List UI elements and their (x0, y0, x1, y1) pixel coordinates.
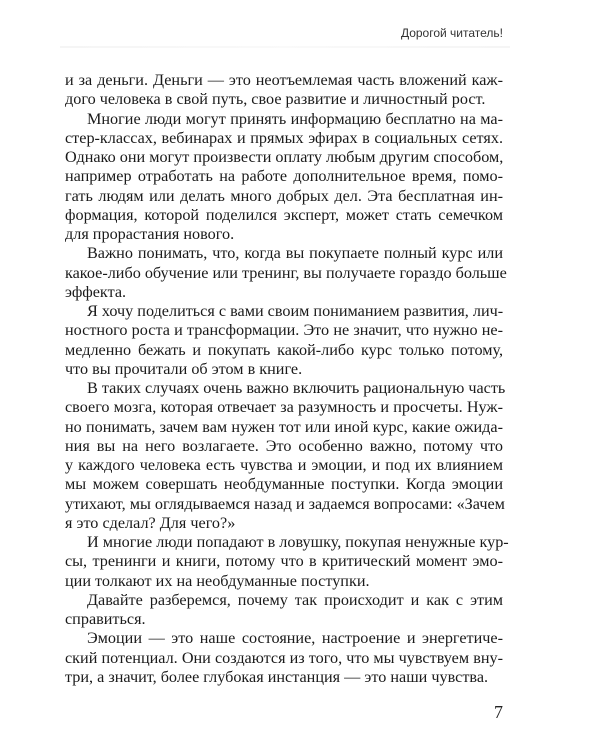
text-line: Однако они могут произвести оплату любым другим способом, (65, 148, 504, 166)
body-text (65, 71, 509, 687)
paragraph (65, 629, 503, 687)
text-line: И многие люди попадают в ловушку, покупая ненужные кур- (87, 533, 509, 551)
text-line: что вы прочитали об этом в книге. (65, 359, 303, 378)
paragraph (65, 244, 507, 302)
text-line: ции толкают их на необдуманные поступки. (65, 571, 370, 590)
show-through-text (60, 46, 510, 48)
text-line: мы можем совершать необдуманные поступки. Когда эмоции (65, 475, 503, 494)
text-line: но понимать, зачем вам нужен тот или иной курс, какие ожида- (65, 417, 503, 436)
text-line: и за деньги. Деньги — это неотъемлемая часть вложений каж- (65, 71, 503, 89)
paragraph (65, 533, 509, 591)
text-line: ский потенциал. Они создаются из того, что мы чувствуем вну- (65, 648, 503, 667)
page-number: 7 (494, 702, 503, 722)
text-line: Эмоции — это наше состояние, настроение и энергетиче- (87, 629, 503, 648)
text-line: медленно бежать и покупать какой-либо курс только потому, (65, 340, 503, 359)
text-line: справиться. (65, 610, 146, 628)
paragraph (65, 591, 503, 630)
text-line: дого человека в свой путь, свое развитие и личностный рост. (65, 90, 486, 109)
paragraph (65, 379, 506, 533)
text-line: эффекта. (65, 282, 127, 301)
paragraph (65, 110, 503, 245)
text-line: у каждого человека есть чувства и эмоции, и под их влиянием (65, 456, 503, 474)
text-line: три, а значит, более глубокая инстанция — это наши чувства. (65, 667, 489, 686)
text-line: стер-классах, вебинарах и прямых эфирах в социальных сетях. (65, 128, 503, 147)
text-line: своего мозга, которая отвечает за разумность и просчеты. Нуж- (65, 398, 503, 417)
paragraph (65, 71, 503, 110)
text-line: для прорастания нового. (65, 225, 235, 243)
text-line: ния вы на него возлагаете. Это особенно важно, потому что (65, 436, 503, 455)
text-line: какое-либо обучение или тренинг, вы получаете гораздо больше (65, 263, 507, 282)
text-line: В таких случаях очень важно включить рациональную часть (87, 379, 506, 397)
text-line: Я хочу поделиться с вами своим пониманием развития, лич- (87, 302, 504, 320)
text-line: утихают, мы оглядываемся назад и задаемся вопросами: «Зачем (65, 494, 505, 513)
text-line: гать людям или делать много добрых дел. Эта бесплатная ин- (65, 186, 503, 205)
text-line: Давайте разберемся, почему так происходит и как с этим (87, 590, 503, 609)
running-header: Дорогой читатель! (400, 26, 503, 40)
text-line: сы, тренинги и книги, потому что в критический момент эмо- (65, 552, 503, 571)
text-line: я это сделал? Для чего?» (65, 513, 236, 532)
text-line: ностного роста и трансформации. Это не значит, что нужно не- (65, 321, 503, 340)
text-line: формация, которой поделился эксперт, может стать семечком (65, 205, 503, 224)
text-line: Многие люди могут принять информацию бесплатно на ма- (87, 109, 503, 128)
paragraph (65, 302, 503, 379)
text-line: Важно понимать, что, когда вы покупаете полный курс или (87, 244, 503, 263)
text-line: например отработать на работе дополнительное время, помо- (65, 167, 503, 186)
